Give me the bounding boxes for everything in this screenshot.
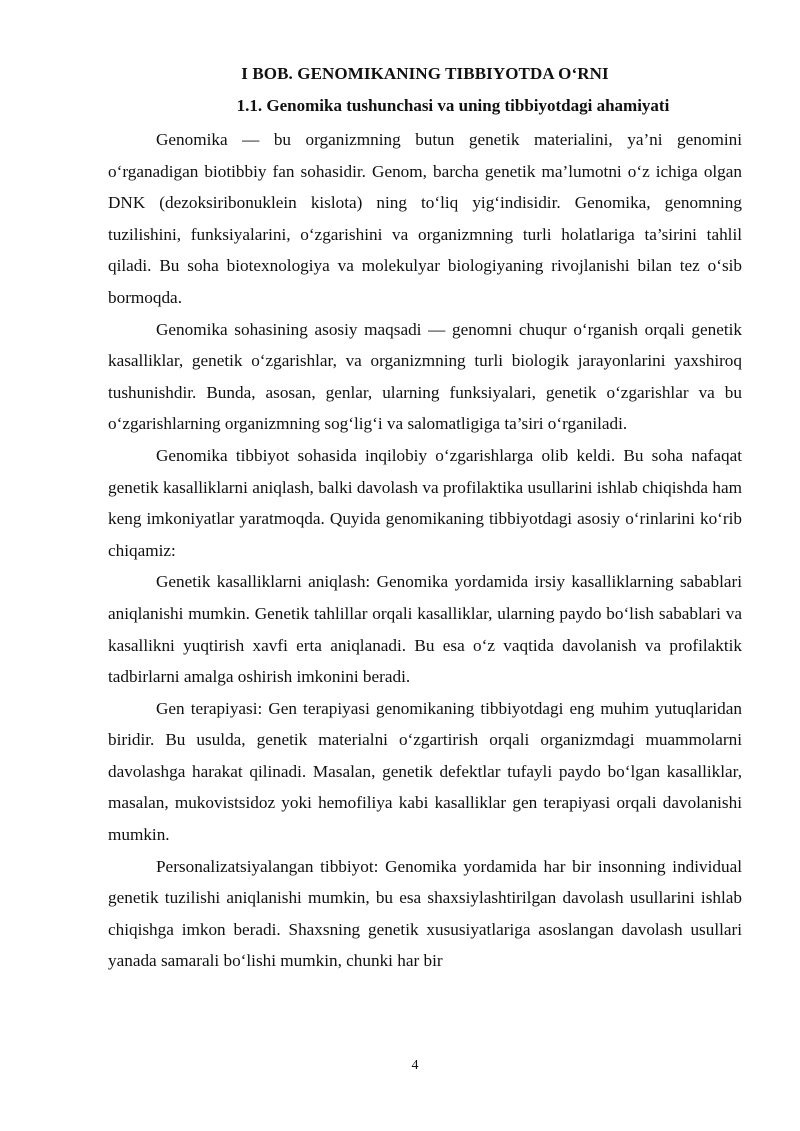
paragraph-gene-therapy: Gen terapiyasi: Gen terapiyasi genomikaning tibbiyotdagi eng muhim yutuqlaridan biridir. Bu usulda, genetik materialni o‘zgartirish orqali organizmdagi muammolarni davolashga harakat qilinadi. Masalan, genetik defektlar tufayli paydo bo‘lgan kasalliklar, masalan, mukovistsidoz yoki hemofiliya kabi kasalliklar gen terapiyasi orqali davolanishi mumkin. — [108, 698, 742, 845]
chapter-title: I BOB. GENOMIKANING TIBBIYOTDA O‘RNI — [241, 64, 609, 83]
paragraph-genomika-definition: Genomika — bu organizmning butun genetik materialini, ya’ni genomini o‘rganadigan biotibbiy fan sohasidir. Genom, barcha genetik ma’lumotni o‘z ichiga olgan DNK (dezoksiribonuklein kislota) ning to‘liq yig‘indisidir. Genomika, genomning tuzilishini, funksiyalarini, o‘zgarishini va organizmning turli holatlariga ta’sirini tahlil qiladi. Bu soha biotexnologiya va molekulyar biologiyaning rivojlanishi bilan tez o‘sib bormoqda. — [108, 130, 742, 307]
paragraph-disease-detection: Genetik kasalliklarni aniqlash: Genomika yordamida irsiy kasalliklarning sabablari aniqlanishi mumkin. Genetik tahlillar orqali kasalliklar, ularning paydo bo‘lish sabablari va kasallikni yuqtirish xavfi erta aniqlanadi. Bu esa o‘z vaqtida davolanish va profilaktik tadbirlarni amalga oshirish imkonini beradi. — [108, 572, 742, 687]
paragraph-personalized-medicine: Personalizatsiyalangan tibbiyot: Genomika yordamida har bir insonning individual genetik tuzilishi aniqlanishi mumkin, bu esa shaxsiylashtirilgan davolash usullarini ishlab chiqishga imkon beradi. Shaxsning genetik xususiyatlariga asoslangan davolash usullari yanada samarali bo‘lishi mumkin, chunki har bir — [108, 856, 742, 971]
section-title: 1.1. Genomika tushunchasi va uning tibbiyotdagi ahamiyati — [236, 96, 670, 115]
paragraph-medicine-impact: Genomika tibbiyot sohasida inqilobiy o‘zgarishlarga olib keldi. Bu soha nafaqat genetik kasalliklarni aniqlash, balki davolash va profilaktika usullarini ishlab chiqishda ham keng imkoniyatlar yaratmoqda. Quyida genomikaning tibbiyotdagi asosiy o‘rinlarini ko‘rib chiqamiz: — [108, 445, 742, 560]
document-page — [108, 62, 742, 977]
paragraph-main-goal: Genomika sohasining asosiy maqsadi — genomni chuqur o‘rganish orqali genetik kasalliklar, genetik o‘zgarishlar, va organizmning turli biologik jarayonlarini yaxshiroq tushunishdir. Bunda, asosan, genlar, ularning funksiyalari, genetik o‘zgarishlar va bu o‘zgarishlarning organizmning sog‘lig‘i va salomatligiga ta’siri o‘rganiladi. — [108, 319, 742, 434]
page-number: 4 — [411, 1058, 419, 1073]
